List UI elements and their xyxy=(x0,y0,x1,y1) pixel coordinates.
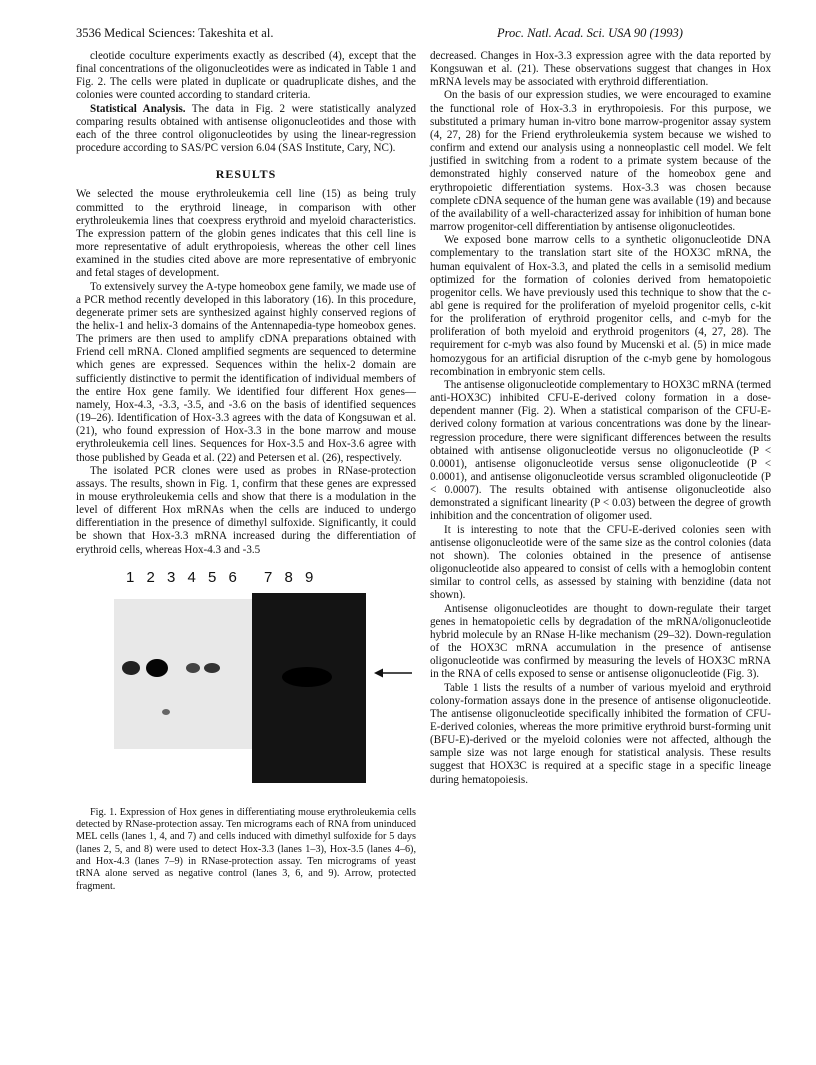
run-in-heading: Statistical Analysis. xyxy=(90,102,186,115)
gel-image-lanes-1-6 xyxy=(114,599,254,749)
right-column xyxy=(430,50,771,787)
figure-caption xyxy=(76,807,416,893)
gel-band xyxy=(282,667,332,687)
paragraph-right-7: Table 1 lists the results of a number of various myeloid and erythroid colony-formation assays done in the presence of antisense oligonucleotide. The antisense oligonucleotide specifically inhibited the formation of CFU-E-derived colonies, whereas the more primitive erythroid burst-forming unit (BFU-E)-derived or the myeloid colonies were not affected, although the sample size was not large enough for statistical analysis. These results suggest that HOX3C is required at a specific stage in a specific lineage during hematopoiesis. xyxy=(430,681,771,786)
gel-image-lanes-7-9 xyxy=(252,593,366,783)
figure-1 xyxy=(76,568,416,941)
paragraph-results-1: We selected the mouse erythroleukemia cell line (15) as being truly committed to the erythroid lineage, in comparison with other erythroleukemia lines that coexpress erythroid and myeloid characteristics. The expression pattern of the globin genes indicates that this cell line is more representative of adult erythropoiesis, whereas the other cell lines examined in the studies cited above are more representative of embryonic and fetal stages of development. xyxy=(76,188,416,280)
paragraph-right-5: It is interesting to note that the CFU-E-derived colonies seen with antisense oligonucleotide were of the same size as the control colonies (data not shown). The colonies obtained in the presence of antisense oligonucleotide also appeared to consist of cells with a hemoglobin content similar to control cells, as assessed by staining with benzidine (data not shown). xyxy=(430,523,771,602)
paragraph-right-6: Antisense oligonucleotides are thought to down-regulate their target genes in hematopoietic cells by degradation of the mRNA/oligonucleotide hybrid molecule by an RNase H-like mechanism (29–32). Down-regulation of the HOX3C mRNA accumulation in the presence of antisense oligonucleotide was confirmed by measuring the levels of HOX3C mRNA in the RNA of cells exposed to sense or antisense oligonucleotide (Fig. 3). xyxy=(430,602,771,681)
caption-label: Fig. 1. xyxy=(90,806,117,818)
protected-fragment-arrow-icon xyxy=(374,667,414,679)
paragraph-body: The data in Fig. 2 were statistically analyzed comparing results obtained with antisense oligonucleotides and those with each of the three control oligonucleotides by using the linear-regression procedure according to SAS/PC version 6.04 (SAS Institute, Cary, NC). xyxy=(76,102,416,155)
lane-numbers-left: 1 2 3 4 5 6 xyxy=(126,568,241,586)
paragraph-methods-end: cleotide coculture experiments exactly as described (4), except that the final concentrations of the oligonucleotides were as indicated in Table 1 and Fig. 2. The cells were plated in duplicate or quadruplicate dishes, and the colonies were counted according to standard criteria. xyxy=(76,50,416,102)
left-column xyxy=(76,50,416,941)
running-header-left: 3536 Medical Sciences: Takeshita et al. xyxy=(76,26,274,40)
paragraph-results-2: To extensively survey the A-type homeobox gene family, we made use of a PCR method recently developed in this laboratory (16). In this procedure, degenerate primer sets are synthesized against highly conserved regions of the helix-1 and helix-3 domains of the Antennapedia-type homeobox genes. The primers are then used to amplify cDNA preparations obtained with Friend cell mRNA. Cloned amplified segments are sequenced to determine which genes are expressed. Sequences within the helix-2 domain are sufficiently distinctive to permit the identification of individual members of the entire Hox gene family. We identified four different Hox genes—namely, Hox-4.3, -3.3, -3.5, and -3.6 on the basis of identified sequences (19–26). Identification of Hox-3.3 agrees with the data of Kongsuwan et al. (21), who found expression of Hox-3.3 in the bone marrow and mouse erythroleukemia cell lines. Sequences for Hox-3.5 and Hox-3.6 agree with those published by Geada et al. (22) and Petersen et al. (26), respectively. xyxy=(76,280,416,464)
gel-band xyxy=(162,709,170,715)
running-header-right: Proc. Natl. Acad. Sci. USA 90 (1993) xyxy=(497,26,683,40)
paragraph-right-3: We exposed bone marrow cells to a synthetic oligonucleotide DNA complementary to the translation start site of the HOX3C mRNA, the human equivalent of Hox-3.3, and plated the cells in a semisolid medium optimized for the formation of colonies derived from hematopoietic progenitor cells. We have previously used this technique to show that the c-abl gene is required for the proliferation of myeloid progenitor cells, c-kit for the proliferation of erythroid progenitor cells, and c-myb for the proliferation of both myeloid and erythroid progenitors (4, 27, 28). The requirement for c-myb was also found by Mucenski et al. (5) in mice made homozygous for an artificial disruption of the c-myb gene by homologous recombination in embryonic stem cells. xyxy=(430,234,771,378)
lane-numbers-right: 7 8 9 xyxy=(264,568,318,586)
paragraph-right-4: The antisense oligonucleotide complementary to HOX3C mRNA (termed anti-HOX3C) inhibited CFU-E-derived colony formation in a dose-dependent manner (Fig. 2). When a statistical comparison of the CFU-E-derived colony formation at various concentrations was done by the linear-regression procedure, there were significant differences between the results obtained with antisense oligonucleotide versus no oligonucleotide (P < 0.0001), antisense oligonucleotide versus sense oligonucleotide (P < 0.0001), and antisense oligonucleotide versus scrambled oligonucleotide (P < 0.0007). The results obtained with antisense oligonucleotide also demonstrated a significant linearity (P < 0.03) between the degree of growth inhibition and the concentration of oligomer used. xyxy=(430,378,771,523)
paragraph-right-2: On the basis of our expression studies, we were encouraged to examine the functional role of Hox-3.3 in erythropoiesis. For this purpose, we substituted a primary human in-vitro bone marrow-progenitor assay system (4, 27, 28) for the Friend erythroleukemia system because we wished to confirm and extend our analysis using a nonneoplastic cell model. We felt justified in switching from a rodent to a primate system because of the demonstrated highly conserved nature of the homeobox gene and erythropoietic differentiation systems. Hox-3.3 was chosen because complete cDNA sequence of the human gene was available (19) and because of the availability of a well-characterized assay for inhibition of human bone marrow progenitor-cell differentiation by antisense oligonucleotides. xyxy=(430,89,771,234)
paragraph-results-3: The isolated PCR clones were used as probes in RNase-protection assays. The results, shown in Fig. 1, confirm that these genes are expressed in mouse erythroleukemia cells and show that there is a modulation in the level of different Hox mRNAs when the cells are induced to undergo differentiation in the presence of dimethyl sulfoxide. Significantly, it could be shown that Hox-3.3 mRNA increased during the differentiation of erythroid cells, whereas Hox-4.3 and -3.5 xyxy=(76,464,416,556)
gel-band xyxy=(146,659,168,677)
paragraph-statistical-analysis xyxy=(76,103,416,156)
paragraph-right-1: decreased. Changes in Hox-3.3 expression agree with the data reported by Kongsuwan et al. (21). These observations suggest that changes in Hox mRNA levels may be associated with erythroid differentiation. xyxy=(430,50,771,89)
gel-band xyxy=(186,663,200,673)
caption-text: Expression of Hox genes in differentiating mouse erythroleukemia cells detected by RNase-protection assay. Ten micrograms each of RNA from uninduced MEL cells (lanes 1, 4, and 7) and cells induced with dimethyl sulfoxide for 5 days (lanes 2, 5, and 8) were used to detect Hox-3.3 (lanes 1–3), Hox-3.5 (lanes 4–6), and Hox-4.3 (lanes 7–9) in RNase-protection assay. Ten micrograms of yeast tRNA alone served as negative control (lanes 3, 6, and 9). Arrow, protected fragment. xyxy=(76,806,416,892)
gel-band xyxy=(204,663,220,673)
gel-band xyxy=(122,661,140,675)
section-heading-results: RESULTS xyxy=(215,167,277,182)
